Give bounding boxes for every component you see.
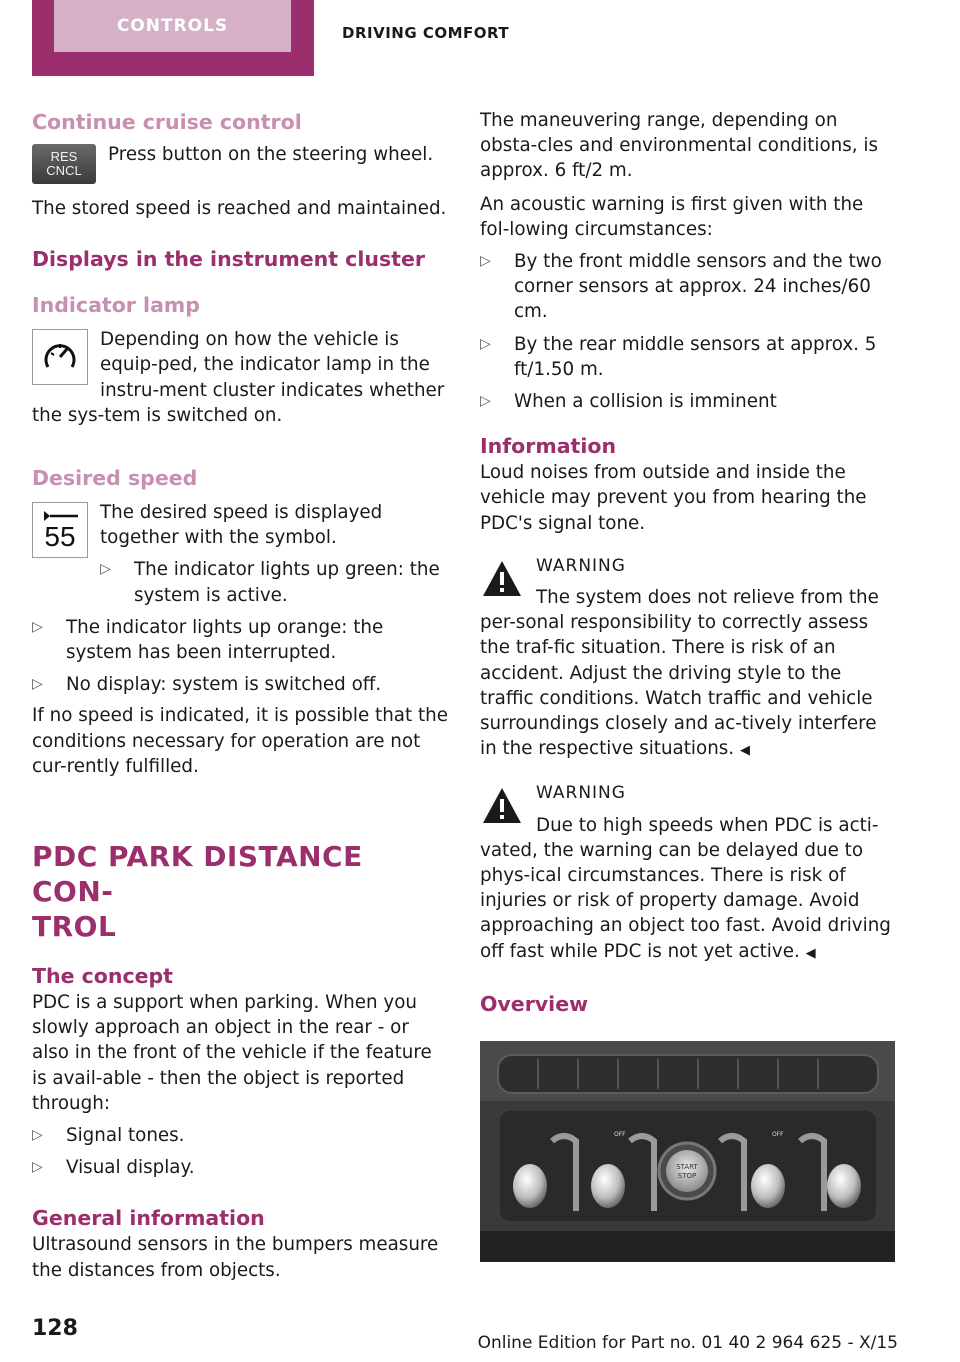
list-item: ▷ The indicator lights up orange: the system has been interrupted. xyxy=(32,616,384,664)
photo-start-label: START xyxy=(676,1163,698,1171)
triangle-bullet-icon: ▷ xyxy=(480,253,491,270)
photo-stop-label: STOP xyxy=(677,1172,697,1180)
continue-cruise-text: Press button on the steering wheel. xyxy=(108,144,434,165)
triangle-bullet-icon: ▷ xyxy=(32,618,43,635)
concept-heading: The concept xyxy=(32,964,173,989)
information-text: Loud noises from outside and inside the vehicle may prevent you from hearing the PDC's signal tone. xyxy=(480,462,867,534)
warning-text-2: Due to high speeds when PDC is acti-vated, the warning can be delayed due to phys-ical circumstances. There is risk of injuries or risk of property damage. Avoid approaching an object too fast. Avoid driving off fast while PDC is not yet active. ◀ xyxy=(480,814,891,962)
tab-controls[interactable]: CONTROLS xyxy=(54,0,291,52)
warning-label-1: WARNING xyxy=(536,555,626,576)
toggle-switch-panel-photo xyxy=(480,1041,895,1262)
general-info-text: Ultrasound sensors in the bumpers measure the distances from objects. xyxy=(32,1234,439,1281)
left-column xyxy=(32,108,448,1283)
list-item: ▷ By the front middle sensors and the two corner sensors at approx. 24 inches/60 cm. xyxy=(480,251,882,323)
list-item: ▷ The indicator lights up green: the system is active. xyxy=(100,559,440,606)
continue-cruise-heading: Continue cruise control xyxy=(32,110,302,134)
desired-speed-list-continued xyxy=(32,615,448,698)
triangle-bullet-icon: ▷ xyxy=(32,1127,43,1144)
indicator-lamp-paragraph xyxy=(32,327,448,428)
pdc-heading-line1: PDC PARK DISTANCE CON- xyxy=(32,840,363,909)
triangle-bullet-icon: ▷ xyxy=(480,393,491,410)
indicator-lamp-heading: Indicator lamp xyxy=(32,293,200,318)
speedometer-icon xyxy=(40,337,80,377)
res-label: RES xyxy=(50,149,78,164)
no-speed-text: If no speed is indicated, it is possible that the conditions necessary for operation are not cur-rently fulfilled. xyxy=(32,705,448,777)
acoustic-list xyxy=(480,249,896,414)
page-number: 128 xyxy=(32,1316,78,1341)
desired-speed-value: 55 xyxy=(44,521,76,553)
desired-speed-list xyxy=(100,557,448,607)
warning-label-2: WARNING xyxy=(536,783,626,804)
indicator-lamp-text: Depending on how the vehicle is equip-ped, the indicator lamp in the instru-ment cluster indicates whether the sys-tem is switched on. xyxy=(32,329,445,426)
concept-list xyxy=(32,1123,448,1180)
cncl-label: CNCL xyxy=(46,163,82,178)
list-item: ▷ No display: system is switched off. xyxy=(32,672,448,697)
stored-speed-text: The stored speed is reached and maintained. xyxy=(32,198,447,219)
end-mark-icon: ◀ xyxy=(805,945,816,961)
desired-speed-heading: Desired speed xyxy=(32,466,198,491)
acoustic-text: An acoustic warning is first given with the fol-lowing circumstances: xyxy=(480,193,864,240)
warning-block-1 xyxy=(480,554,896,764)
triangle-bullet-icon: ▷ xyxy=(480,335,491,352)
desired-speed-paragraph xyxy=(32,500,448,608)
pdc-heading-line2: TROL xyxy=(32,910,117,944)
general-info-heading: General information xyxy=(32,1206,265,1231)
triangle-bullet-icon: ▷ xyxy=(32,676,43,693)
photo-off-label-2: OFF xyxy=(772,1131,784,1138)
photo-off-label-1: OFF xyxy=(614,1131,626,1138)
edition-footer: Online Edition for Part no. 01 40 2 964 625 - X/15 xyxy=(477,1333,898,1353)
desired-speed-text: The desired speed is displayed together with the symbol. xyxy=(100,502,383,549)
end-mark-icon: ◀ xyxy=(739,743,750,759)
range-text: The maneuvering range, depending on obsta-cles and environmental conditions, is approx. 6 ft/2 m. xyxy=(480,110,878,182)
header-tab-bar xyxy=(0,0,960,78)
displays-heading: Displays in the instrument cluster xyxy=(32,247,425,272)
right-column xyxy=(480,108,896,1064)
desired-speed-55-icon xyxy=(32,502,88,558)
list-item: ▷ Visual display. xyxy=(32,1155,448,1180)
list-item: ▷ By the rear middle sensors at approx. 5 ft/1.50 m. xyxy=(480,333,877,380)
warning-triangle-icon xyxy=(480,785,524,827)
list-item: ▷ When a collision is imminent xyxy=(480,389,896,414)
list-item: ▷ Signal tones. xyxy=(32,1123,448,1148)
tab-driving-comfort[interactable]: DRIVING COMFORT xyxy=(342,24,510,42)
continue-cruise-paragraph xyxy=(32,142,448,188)
pdc-heading xyxy=(32,839,448,944)
warning-block-2 xyxy=(480,781,896,965)
cruise-control-indicator-icon xyxy=(32,329,88,385)
overview-heading: Overview xyxy=(480,991,589,1016)
res-cncl-button-icon xyxy=(32,144,96,184)
triangle-bullet-icon: ▷ xyxy=(100,561,111,578)
concept-text: PDC is a support when parking. When you slowly approach an object in the rear - or also in the front of the vehicle if the feature is avail-able - then the object is reported through: xyxy=(32,992,432,1114)
warning-triangle-icon xyxy=(480,558,524,600)
information-heading: Information xyxy=(480,434,617,459)
triangle-bullet-icon: ▷ xyxy=(32,1159,43,1176)
warning-text-1: The system does not relieve from the per-sonal responsibility to correctly assess the traf-fic situation. There is risk of an accident. Adjust the driving style to the traffic conditions. Watch traffic and vehicle surroundings closely and ac-tively interfere in the respective situations. ◀ xyxy=(480,587,879,760)
